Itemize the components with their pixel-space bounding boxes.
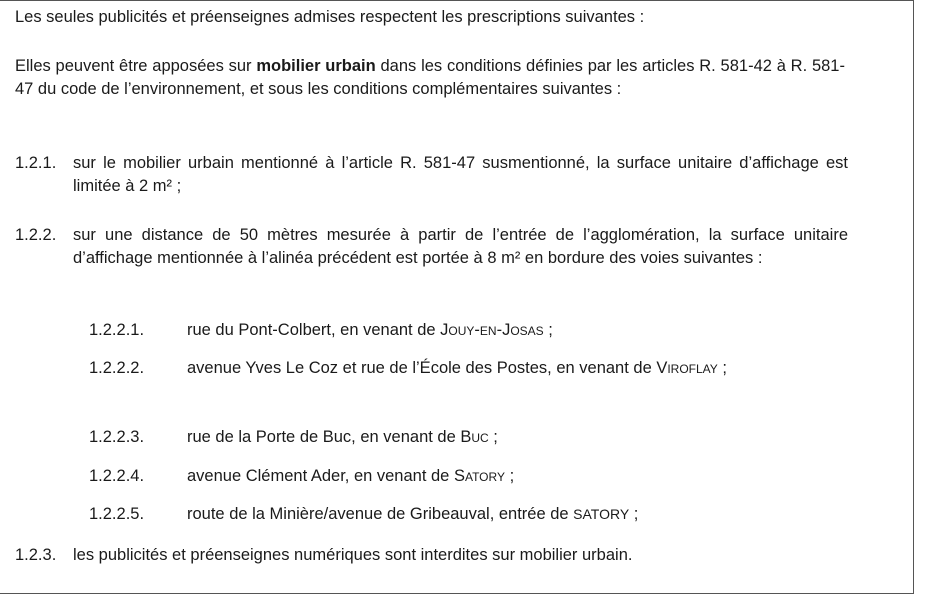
subitem-text bbox=[187, 357, 848, 380]
subitem-number: 1.2.2.2. bbox=[89, 359, 145, 377]
subitem-end: ; bbox=[543, 321, 553, 339]
paragraph-before: Elles peuvent être apposées sur bbox=[15, 57, 257, 75]
subitem-place: Jouy-en-Josas bbox=[440, 321, 544, 339]
paragraph-bold-term: mobilier urbain bbox=[256, 57, 376, 75]
item-text: les publicités et préenseignes numériques sont interdites sur mobilier urbain. bbox=[73, 546, 633, 564]
item-number: 1.2.3. bbox=[15, 546, 57, 564]
subitem-end: ; bbox=[717, 359, 727, 377]
subitem-text bbox=[187, 503, 848, 526]
subitem-end: ; bbox=[629, 505, 639, 523]
subitem-place: SATORY bbox=[573, 506, 630, 522]
conditions-paragraph bbox=[15, 55, 845, 101]
paragraph-after: dans les conditions définies par les articles R. 581-42 à R. 581-47 du code de l’environnement, et sous les conditions complémentaires suivantes : bbox=[15, 57, 845, 98]
subitem-number: 1.2.2.3. bbox=[89, 428, 145, 446]
subitem-road: rue du Pont-Colbert, en venant de bbox=[187, 321, 441, 339]
subitem-place: Buc bbox=[460, 428, 489, 446]
subitem-place: Viroflay bbox=[656, 359, 718, 377]
item-number: 1.2.2. bbox=[15, 226, 57, 244]
subitem-number: 1.2.2.5. bbox=[89, 505, 145, 523]
subitem-number: 1.2.2.1. bbox=[89, 321, 145, 339]
subitem-text bbox=[187, 319, 848, 342]
subitem-text bbox=[187, 426, 848, 449]
subitem-road: route de la Minière/avenue de Gribeauval, entrée de bbox=[187, 505, 574, 523]
subitem-text bbox=[187, 465, 848, 488]
subitem-road: avenue Yves Le Coz et rue de l’École des Postes, en venant de bbox=[187, 359, 657, 377]
intro-text: Les seules publicités et préenseignes admises respectent les prescriptions suivantes : bbox=[15, 8, 645, 26]
subitem-place: Satory bbox=[453, 467, 505, 485]
subitem-road: avenue Clément Ader, en venant de bbox=[187, 467, 454, 485]
subitem-end: ; bbox=[488, 428, 498, 446]
subitem-end: ; bbox=[504, 467, 515, 485]
subitem-number: 1.2.2.4. bbox=[89, 467, 145, 485]
subitem-road: rue de la Porte de Buc, en venant de bbox=[187, 428, 461, 446]
item-text: sur une distance de 50 mètres mesurée à partir de l’entrée de l’agglomération, la surface unitaire d’affichage mentionnée à l’alinéa précédent est portée à 8 m² en bordure des voies suivantes : bbox=[73, 226, 848, 267]
item-text: sur le mobilier urbain mentionné à l’article R. 581-47 susmentionné, la surface unitaire d’affichage est limitée à 2 m² ; bbox=[73, 154, 848, 195]
item-number: 1.2.1. bbox=[15, 154, 57, 172]
